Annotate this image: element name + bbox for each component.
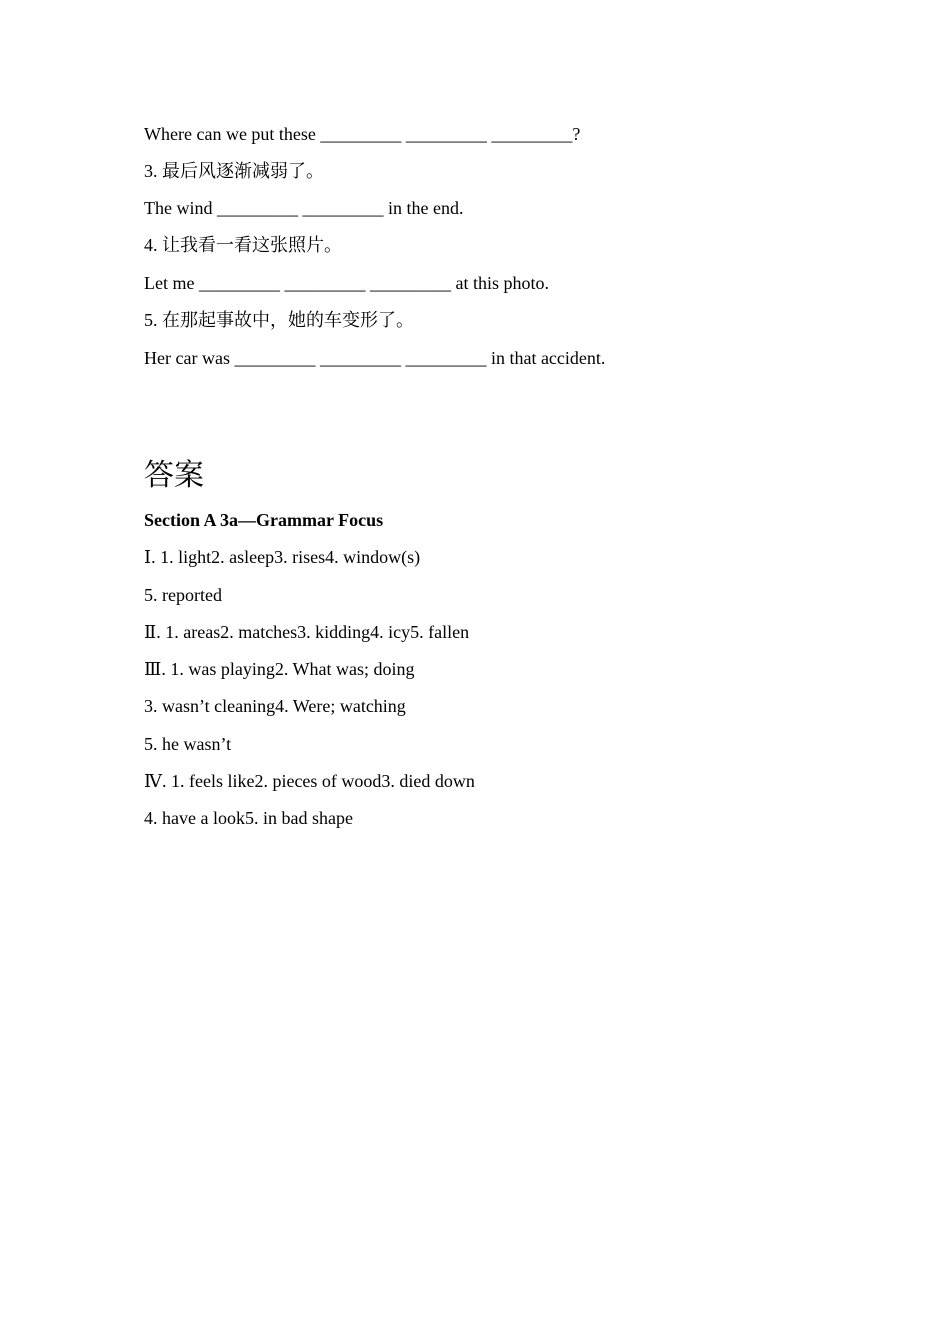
answers-section-title: Section A 3a—Grammar Focus: [144, 510, 384, 530]
exercise-line-6: 5. 在那起事故中，她的车变形了。: [144, 310, 414, 330]
answer-line-5: 3. wasn’t cleaning4. Were; watching: [144, 696, 406, 716]
exercise-line-4: 4. 让我看一看这张照片。: [144, 235, 342, 255]
answer-line-7: Ⅳ. 1. feels like2. pieces of wood3. died down: [144, 771, 475, 791]
answers-heading: 答案: [144, 459, 204, 492]
exercise-line-5: Let me _________ _________ _________ at this photo.: [144, 273, 549, 293]
answer-line-3: Ⅱ. 1. areas2. matches3. kidding4. icy5. fallen: [144, 622, 470, 642]
answer-line-8: 4. have a look5. in bad shape: [144, 808, 353, 828]
exercise-line-2: 3. 最后风逐渐减弱了。: [144, 161, 324, 181]
exercise-line-7: Her car was _________ _________ _________ in that accident.: [144, 348, 606, 368]
answer-line-2: 5. reported: [144, 585, 222, 605]
answer-line-4: Ⅲ. 1. was playing2. What was; doing: [144, 659, 415, 679]
exercise-line-1: Where can we put these _________ _________ _________?: [144, 124, 581, 144]
exercise-line-3: The wind _________ _________ in the end.: [144, 198, 464, 218]
answer-line-6: 5. he wasn’t: [144, 734, 232, 754]
answer-line-1: Ⅰ. 1. light2. asleep3. rises4. window(s): [144, 547, 421, 567]
